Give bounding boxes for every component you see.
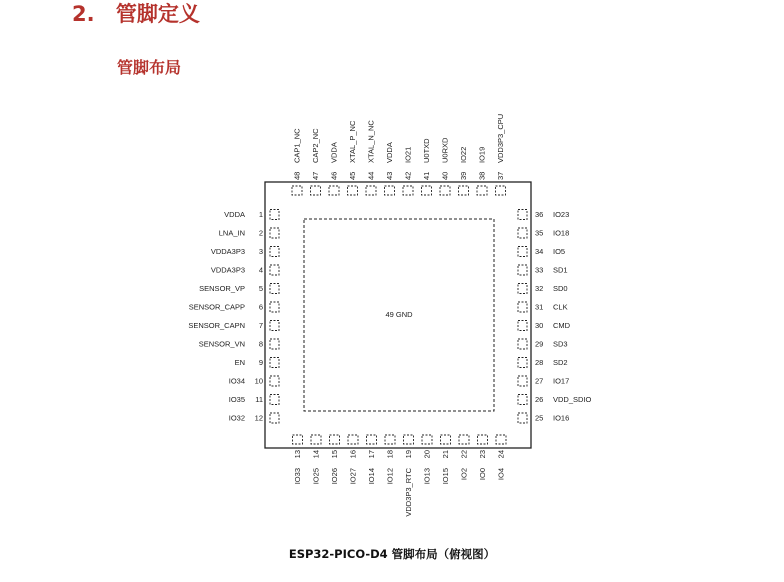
pin-label-35: IO18 xyxy=(553,228,570,238)
pin-number-9: 9 xyxy=(258,358,263,368)
chip-body-group xyxy=(265,182,531,448)
pin-pad-44 xyxy=(366,186,376,195)
pin-label-25: IO16 xyxy=(553,413,570,423)
pin-number-20: 20 xyxy=(422,450,432,459)
pin-label-44: XTAL_N_NC xyxy=(366,120,376,163)
pin-label-17: IO14 xyxy=(367,468,377,485)
pin-label-6: SENSOR_CAPP xyxy=(188,302,245,312)
pin-number-30: 30 xyxy=(535,321,544,331)
pin-pad-45 xyxy=(348,186,358,195)
pin-label-27: IO17 xyxy=(553,376,570,386)
pin-label-20: IO13 xyxy=(422,468,432,485)
pin-number-24: 24 xyxy=(496,450,506,459)
pin-pad-33 xyxy=(518,265,527,275)
pin-label-13: IO33 xyxy=(293,468,303,485)
pin-pad-30 xyxy=(518,321,527,331)
pin-number-26: 26 xyxy=(535,395,544,405)
pin-label-30: CMD xyxy=(553,321,571,331)
pin-label-46: VDDA xyxy=(329,142,339,163)
pin-number-42: 42 xyxy=(403,171,413,180)
pin-number-1: 1 xyxy=(258,210,263,220)
pin-number-43: 43 xyxy=(385,171,395,180)
pin-label-3: VDDA3P3 xyxy=(210,247,245,257)
pin-pad-11 xyxy=(270,395,279,405)
pin-label-40: U0RXD xyxy=(440,137,450,163)
pin-label-31: CLK xyxy=(553,302,568,312)
pin-pad-35 xyxy=(518,228,527,238)
pin-number-45: 45 xyxy=(348,171,358,180)
pin-number-41: 41 xyxy=(422,171,432,180)
pin-pad-47 xyxy=(311,186,321,195)
pin-pad-7 xyxy=(270,321,279,331)
pin-pad-20 xyxy=(422,435,432,444)
pin-pad-18 xyxy=(385,435,395,444)
pin-pad-38 xyxy=(477,186,487,195)
pin-label-28: SD2 xyxy=(553,358,568,368)
pin-number-13: 13 xyxy=(293,450,303,459)
pin-number-11: 11 xyxy=(255,395,263,405)
pin-label-45: XTAL_P_NC xyxy=(348,120,358,163)
pin-label-26: VDD_SDIO xyxy=(553,395,592,405)
pin-pad-26 xyxy=(518,395,527,405)
pin-number-46: 46 xyxy=(329,171,339,180)
pin-pad-25 xyxy=(518,413,527,423)
pin-label-36: IO23 xyxy=(553,210,570,220)
pin-number-17: 17 xyxy=(367,450,377,459)
pin-number-36: 36 xyxy=(535,210,544,220)
pin-label-12: IO32 xyxy=(228,413,245,423)
pin-pad-17 xyxy=(367,435,377,444)
pin-pad-12 xyxy=(270,413,279,423)
pin-label-47: CAP2_NC xyxy=(311,128,321,163)
pin-number-44: 44 xyxy=(366,171,376,180)
pin-number-5: 5 xyxy=(258,284,263,294)
pin-label-34: IO5 xyxy=(553,247,566,257)
pin-pad-42 xyxy=(403,186,413,195)
pin-label-4: VDDA3P3 xyxy=(210,265,245,275)
pin-number-14: 14 xyxy=(311,450,321,459)
pin-label-24: IO4 xyxy=(496,467,506,481)
pin-pad-43 xyxy=(385,186,395,195)
pin-number-22: 22 xyxy=(459,450,469,459)
figure-caption: ESP32-PICO-D4 管脚布局（俯视图） xyxy=(288,547,496,561)
pin-pad-21 xyxy=(441,435,451,444)
pin-label-10: IO34 xyxy=(228,376,245,386)
pin-label-42: IO21 xyxy=(403,146,413,163)
pin-pad-48 xyxy=(292,186,302,195)
pin-pad-39 xyxy=(459,186,469,195)
pin-number-38: 38 xyxy=(477,171,487,180)
pin-pad-1 xyxy=(270,210,279,220)
pin-number-6: 6 xyxy=(258,302,263,312)
pin-label-41: U0TXD xyxy=(422,138,432,163)
pin-pad-40 xyxy=(440,186,450,195)
pin-label-7: SENSOR_CAPN xyxy=(188,321,245,331)
pin-pad-10 xyxy=(270,376,279,386)
ground-pad-label: 49 GND xyxy=(385,310,413,319)
pin-pad-2 xyxy=(270,228,279,238)
section-number: 2. xyxy=(72,2,95,26)
pin-label-1: VDDA xyxy=(224,210,245,220)
pin-label-29: SD3 xyxy=(553,339,568,349)
pin-pad-15 xyxy=(330,435,340,444)
pin-number-18: 18 xyxy=(385,450,395,459)
pin-number-8: 8 xyxy=(258,339,263,349)
pin-label-37: VDD3P3_CPU xyxy=(496,113,506,163)
pin-label-22: IO2 xyxy=(459,468,469,481)
pin-number-28: 28 xyxy=(535,358,544,368)
pin-pad-46 xyxy=(329,186,339,195)
pin-pad-6 xyxy=(270,302,279,312)
pin-label-23: IO0 xyxy=(478,468,488,481)
pin-pad-4 xyxy=(270,265,279,275)
pin-label-5: SENSOR_VP xyxy=(199,284,245,294)
pin-pad-13 xyxy=(293,435,303,444)
pin-label-48: CAP1_NC xyxy=(292,128,302,163)
pin-pad-14 xyxy=(311,435,321,444)
pin-number-23: 23 xyxy=(478,450,488,459)
pin-label-43: VDDA xyxy=(385,142,395,163)
pin-number-39: 39 xyxy=(459,171,469,180)
pin-number-40: 40 xyxy=(440,171,450,180)
pin-number-27: 27 xyxy=(535,376,544,386)
pin-label-15: IO26 xyxy=(330,468,340,485)
pin-number-21: 21 xyxy=(441,450,451,459)
pin-label-11: IO35 xyxy=(228,395,245,405)
pin-pad-24 xyxy=(496,435,506,444)
pin-number-7: 7 xyxy=(258,321,263,331)
pin-label-21: IO15 xyxy=(441,468,451,485)
pin-pad-3 xyxy=(270,247,279,257)
pin-number-35: 35 xyxy=(535,228,544,238)
pin-number-34: 34 xyxy=(535,247,544,257)
pin-number-25: 25 xyxy=(535,413,544,423)
pin-pad-32 xyxy=(518,284,527,294)
pin-label-9: EN xyxy=(234,358,245,368)
pin-label-8: SENSOR_VN xyxy=(198,339,245,349)
pin-number-29: 29 xyxy=(535,339,544,349)
pin-pad-29 xyxy=(518,339,527,349)
pin-label-19: VDD3P3_RTC xyxy=(404,468,414,517)
pin-number-15: 15 xyxy=(330,450,340,459)
pin-pad-28 xyxy=(518,358,527,368)
pin-pad-34 xyxy=(518,247,527,257)
pin-label-2: LNA_IN xyxy=(218,228,245,238)
pin-pad-9 xyxy=(270,358,279,368)
pin-label-16: IO27 xyxy=(348,468,358,485)
pin-number-4: 4 xyxy=(258,265,263,275)
pin-number-48: 48 xyxy=(292,171,302,180)
pin-number-16: 16 xyxy=(348,450,358,459)
pin-number-31: 31 xyxy=(535,302,544,312)
section-title: 管脚定义 xyxy=(115,2,200,26)
pin-pad-5 xyxy=(270,284,279,294)
pin-label-39: IO22 xyxy=(459,146,469,163)
pin-label-32: SD0 xyxy=(553,284,568,294)
pin-number-37: 37 xyxy=(496,171,506,180)
pin-number-32: 32 xyxy=(535,284,544,294)
pin-label-38: IO19 xyxy=(477,146,487,163)
pin-number-3: 3 xyxy=(258,247,263,257)
pin-pad-41 xyxy=(422,186,432,195)
pin-label-33: SD1 xyxy=(553,265,568,275)
pin-number-12: 12 xyxy=(254,413,263,423)
pin-pad-36 xyxy=(518,210,527,220)
pin-number-33: 33 xyxy=(535,265,544,275)
pin-pad-8 xyxy=(270,339,279,349)
pin-pad-19 xyxy=(404,435,414,444)
pin-number-47: 47 xyxy=(311,171,321,180)
pin-pad-22 xyxy=(459,435,469,444)
pin-number-19: 19 xyxy=(404,450,414,459)
subsection-title: 管脚布局 xyxy=(117,58,182,77)
pin-number-2: 2 xyxy=(258,228,263,238)
pin-pad-27 xyxy=(518,376,527,386)
pin-pad-16 xyxy=(348,435,358,444)
pin-pad-23 xyxy=(478,435,488,444)
pin-pad-31 xyxy=(518,302,527,312)
pin-pad-37 xyxy=(496,186,506,195)
pin-label-18: IO12 xyxy=(385,468,395,485)
pin-label-14: IO25 xyxy=(311,468,321,485)
pin-number-10: 10 xyxy=(254,376,263,386)
